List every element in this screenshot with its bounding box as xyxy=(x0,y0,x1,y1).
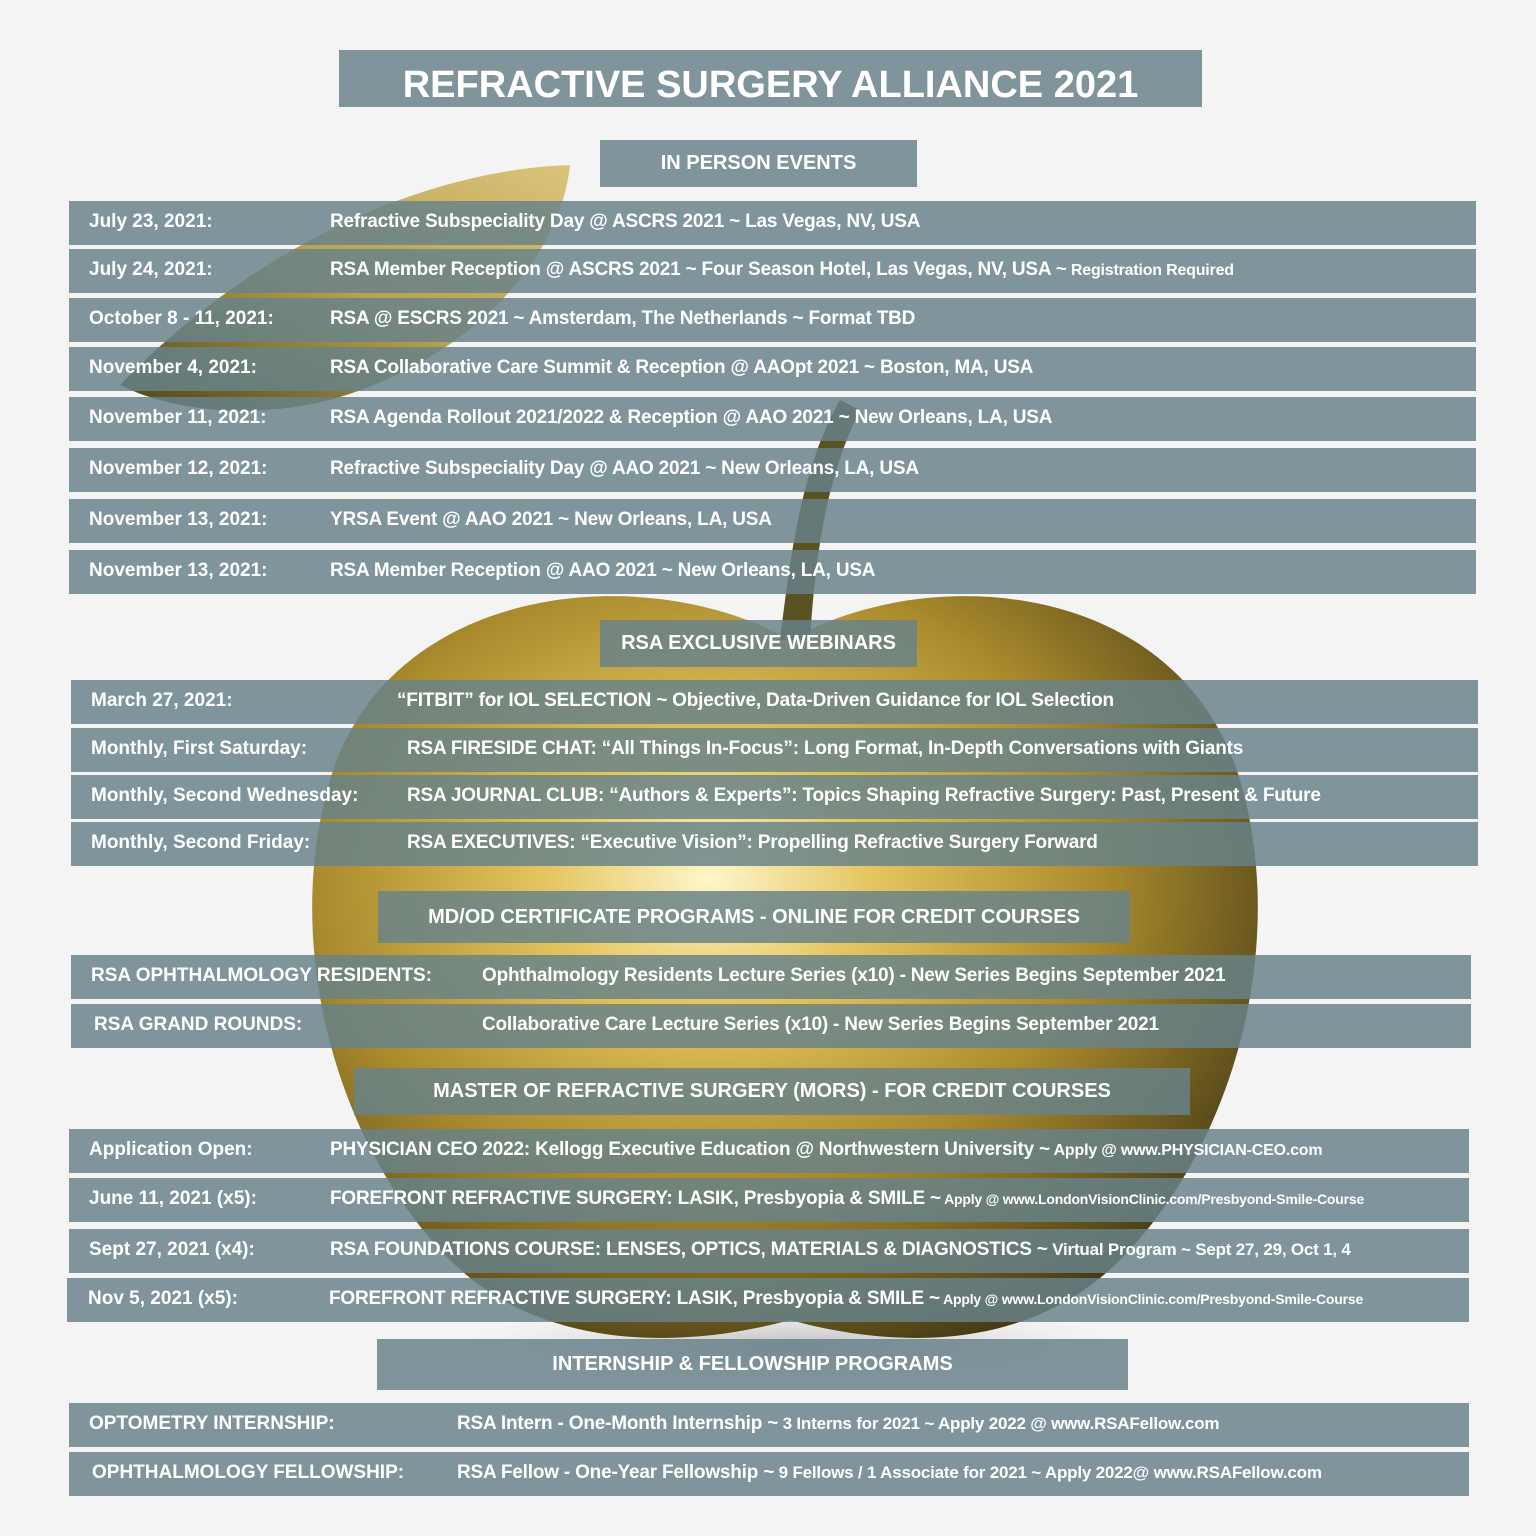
course-date: Nov 5, 2021 (x5): xyxy=(88,1288,238,1309)
event-desc: RSA @ ESCRS 2021 ~ Amsterdam, The Netherlands ~ Format TBD xyxy=(330,308,916,329)
webinar-row xyxy=(71,728,1478,772)
event-desc: YRSA Event @ AAO 2021 ~ New Orleans, LA, USA xyxy=(330,509,772,530)
section-heading-webinars: RSA EXCLUSIVE WEBINARS xyxy=(600,620,917,667)
course-row xyxy=(69,1129,1469,1173)
event-row xyxy=(69,249,1476,293)
page-title: REFRACTIVE SURGERY ALLIANCE 2021 xyxy=(339,50,1202,107)
webinar-desc: RSA JOURNAL CLUB: “Authors & Experts”: Topics Shaping Refractive Surgery: Past, Present & Future xyxy=(407,785,1321,806)
event-date: November 4, 2021: xyxy=(89,357,257,378)
webinar-schedule: Monthly, First Saturday: xyxy=(91,738,308,759)
certificate-row xyxy=(71,1004,1471,1048)
program-name: OPHTHALMOLOGY FELLOWSHIP: xyxy=(92,1462,405,1483)
course-date: Application Open: xyxy=(89,1139,253,1160)
webinar-row xyxy=(71,775,1478,819)
course-date: Sept 27, 2021 (x4): xyxy=(89,1239,255,1260)
program-desc: RSA Fellow - One-Year Fellowship ~ 9 Fellows / 1 Associate for 2021 ~ Apply 2022@ www.RSAFellow.com xyxy=(457,1462,1322,1483)
course-date: June 11, 2021 (x5): xyxy=(89,1188,257,1209)
event-date: July 23, 2021: xyxy=(89,211,213,232)
event-row xyxy=(69,448,1476,492)
event-date: October 8 - 11, 2021: xyxy=(89,308,274,329)
event-row xyxy=(69,499,1476,543)
event-date: November 11, 2021: xyxy=(89,407,267,428)
course-row xyxy=(69,1178,1469,1222)
course-desc: PHYSICIAN CEO 2022: Kellogg Executive Education @ Northwestern University ~ Apply @ www.PHYSICIAN-CEO.com xyxy=(330,1139,1323,1160)
event-row xyxy=(69,397,1476,441)
certificate-row xyxy=(71,955,1471,999)
webinar-schedule: Monthly, Second Friday: xyxy=(91,832,311,853)
program-desc: Ophthalmology Residents Lecture Series (x10) - New Series Begins September 2021 xyxy=(482,965,1226,986)
event-desc: RSA Agenda Rollout 2021/2022 & Reception @ AAO 2021 ~ New Orleans, LA, USA xyxy=(330,407,1053,428)
event-row xyxy=(69,201,1476,245)
program-name: RSA OPHTHALMOLOGY RESIDENTS: xyxy=(91,965,432,986)
event-date: November 13, 2021: xyxy=(89,560,268,581)
section-heading-in-person: IN PERSON EVENTS xyxy=(600,140,917,187)
program-name: OPTOMETRY INTERNSHIP: xyxy=(89,1413,335,1434)
webinar-desc: RSA FIRESIDE CHAT: “All Things In-Focus”: Long Format, In-Depth Conversations with Giants xyxy=(407,738,1244,759)
event-desc: Refractive Subspeciality Day @ AAO 2021 ~ New Orleans, LA, USA xyxy=(330,458,919,479)
internship-row xyxy=(69,1403,1469,1447)
internship-row xyxy=(69,1452,1469,1496)
webinar-schedule: Monthly, Second Wednesday: xyxy=(91,785,359,806)
course-desc: FOREFRONT REFRACTIVE SURGERY: LASIK, Presbyopia & SMILE ~ Apply @ www.LondonVisionClinic.com/Presbyond-Smile-Course xyxy=(330,1188,1365,1209)
event-desc: RSA Member Reception @ AAO 2021 ~ New Orleans, LA, USA xyxy=(330,560,876,581)
webinar-row xyxy=(71,680,1478,724)
event-row xyxy=(69,347,1476,391)
webinar-desc: “FITBIT” for IOL SELECTION ~ Objective, Data-Driven Guidance for IOL Selection xyxy=(397,690,1114,711)
event-date: November 13, 2021: xyxy=(89,509,268,530)
webinar-desc: RSA EXECUTIVES: “Executive Vision”: Propelling Refractive Surgery Forward xyxy=(407,832,1098,853)
course-desc: RSA FOUNDATIONS COURSE: LENSES, OPTICS, MATERIALS & DIAGNOSTICS ~ Virtual Program ~ Sept 27, 29, Oct 1, 4 xyxy=(330,1239,1351,1260)
program-desc: RSA Intern - One-Month Internship ~ 3 Interns for 2021 ~ Apply 2022 @ www.RSAFellow.com xyxy=(457,1413,1220,1434)
event-desc: RSA Member Reception @ ASCRS 2021 ~ Four Season Hotel, Las Vegas, NV, USA ~ Registration Required xyxy=(330,259,1234,280)
event-date: November 12, 2021: xyxy=(89,458,268,479)
event-row xyxy=(69,298,1476,342)
section-heading-certificate: MD/OD CERTIFICATE PROGRAMS - ONLINE FOR CREDIT COURSES xyxy=(378,891,1130,943)
event-row xyxy=(69,550,1476,594)
section-heading-mors: MASTER OF REFRACTIVE SURGERY (MORS) - FOR CREDIT COURSES xyxy=(354,1068,1190,1115)
event-date: July 24, 2021: xyxy=(89,259,213,280)
program-desc: Collaborative Care Lecture Series (x10) - New Series Begins September 2021 xyxy=(482,1014,1159,1035)
event-desc: RSA Collaborative Care Summit & Reception @ AAOpt 2021 ~ Boston, MA, USA xyxy=(330,357,1034,378)
course-row xyxy=(67,1278,1469,1322)
program-name: RSA GRAND ROUNDS: xyxy=(94,1014,303,1035)
course-desc: FOREFRONT REFRACTIVE SURGERY: LASIK, Presbyopia & SMILE ~ Apply @ www.LondonVisionClinic.com/Presbyond-Smile-Course xyxy=(329,1288,1364,1309)
event-desc: Refractive Subspeciality Day @ ASCRS 2021 ~ Las Vegas, NV, USA xyxy=(330,211,921,232)
webinar-row xyxy=(71,822,1478,866)
course-row xyxy=(69,1229,1469,1273)
section-heading-internship: INTERNSHIP & FELLOWSHIP PROGRAMS xyxy=(377,1339,1128,1390)
webinar-schedule: March 27, 2021: xyxy=(91,690,233,711)
